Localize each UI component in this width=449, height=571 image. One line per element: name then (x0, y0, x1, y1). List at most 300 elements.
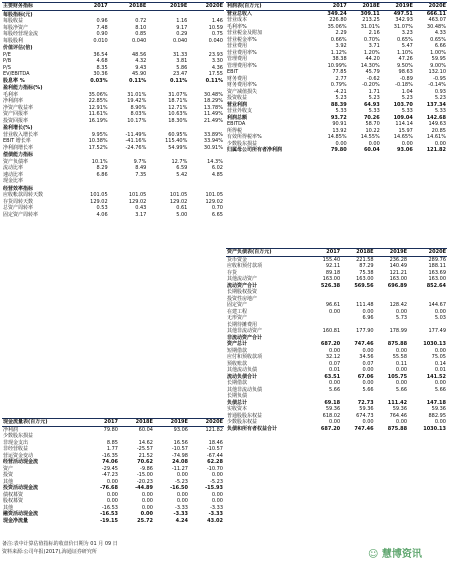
row-label: EBITDA (227, 121, 246, 127)
cell-value: 109.04 (393, 114, 413, 121)
cell-value: 5.33 (401, 108, 413, 114)
cell-value: 0.00 (140, 511, 153, 517)
cell-value: 1.46 (211, 18, 223, 24)
cell-value: 0.14 (434, 360, 446, 367)
cell-value: 129.02 (169, 198, 188, 205)
row-label: 营运资金变动 (3, 452, 34, 459)
cell-value: 31.01% (360, 23, 380, 30)
row-label: 短期借款 (227, 347, 248, 354)
cell-value: 8.10 (135, 24, 147, 31)
row-label: 融资活动现金流 (3, 511, 39, 517)
cell-value: 764.46 (389, 412, 408, 419)
cell-value: 3.92 (335, 43, 347, 49)
balance-sheet-table (226, 248, 447, 432)
cell-value: 31.07% (393, 23, 413, 30)
row-label: 货币资金 (227, 256, 248, 263)
row-label: 经营效率指标 (3, 185, 34, 192)
cell-value: 8.03% (130, 111, 147, 117)
cell-value: -16.50 (170, 485, 188, 491)
cell-value: 163.00 (428, 276, 446, 282)
cell-value: 1.20% (363, 49, 380, 56)
cell-value: 23.47 (173, 71, 188, 77)
cell-value: 0.70% (363, 36, 380, 43)
row-label: 归属母公司所有者净利润 (227, 147, 283, 153)
cell-value: 6.96 (362, 315, 374, 321)
row-label: EV/EBITDA (3, 71, 30, 77)
cell-value: 687.20 (320, 425, 341, 432)
cell-value: 1030.13 (423, 341, 446, 347)
cell-value: 163.00 (389, 276, 408, 282)
cell-value (147, 10, 188, 18)
cell-value: -3.33 (173, 511, 188, 517)
cell-value: 0.00 (434, 140, 446, 147)
cell-value: 0.040 (208, 37, 223, 44)
cell-value: 0.00 (395, 308, 408, 315)
cell-value: 0.00 (434, 419, 446, 425)
row-label: 债权募资 (3, 491, 24, 498)
cell-value: -76.68 (100, 485, 118, 491)
cell-value: 0.00 (329, 347, 341, 354)
cell-value: 4.85 (211, 171, 223, 178)
cell-value: 4.36 (211, 64, 223, 71)
row-label: 价值评估(倍) (3, 45, 33, 51)
cell-value: 0.93 (434, 88, 446, 95)
row-label: 存货周转天数 (3, 198, 34, 205)
cell-value: 31.01% (127, 91, 147, 98)
row-label: 所得税 (227, 127, 243, 134)
cell-value: 101.05 (128, 192, 147, 198)
row-label: 每股股利 (3, 37, 24, 44)
row-label: 营业利润 (227, 101, 248, 108)
cell-value: 32.12 (325, 354, 341, 360)
cell-value: 0.72 (135, 18, 147, 24)
cell-value: 64.93 (363, 101, 380, 108)
table-title: 资产负债表(百万元) (227, 249, 272, 255)
cell-value: 6.66 (434, 43, 446, 49)
column-header: 2020E (428, 3, 446, 9)
table-row (2, 151, 224, 159)
cell-value: 463.07 (428, 17, 446, 23)
row-label: EBIT 增长率 (3, 138, 31, 144)
cell-value: 0.85 (135, 31, 147, 37)
cell-value: 0.00 (106, 491, 118, 498)
row-label: 每股经营现金流 (3, 31, 39, 37)
cell-value: -0.20% (362, 82, 380, 88)
cell-value: 0.00 (362, 367, 374, 373)
cell-value: 101.05 (205, 192, 223, 198)
cell-value: 121.21 (389, 269, 408, 276)
cell-value: 5.23 (401, 95, 413, 101)
cell-value: 0.00 (329, 308, 341, 315)
table-row (2, 10, 224, 18)
row-label: 资产减值损失 (227, 88, 258, 95)
cell-value: -19.15 (100, 517, 118, 524)
cell-value: 5.33 (434, 108, 446, 114)
cell-value: -15.00 (136, 472, 153, 478)
cell-value: 618.02 (322, 412, 341, 419)
row-label: 有效所得税率% (227, 134, 262, 140)
cell-value: 0.65% (396, 36, 413, 43)
cell-value: 2.29 (335, 30, 347, 36)
cell-value: 31.33 (173, 51, 188, 58)
cell-value: 47.26 (398, 56, 413, 62)
cell-value: 1.12% (330, 49, 347, 56)
row-label: 少数股东权益 (227, 419, 258, 425)
cell-value: 8.85 (106, 439, 118, 446)
row-label: 资产负债率 (3, 158, 29, 165)
cell-value: 14.62 (138, 439, 153, 446)
row-label: 非经营收益 (3, 446, 29, 452)
cell-value: 1.04 (401, 88, 413, 95)
cell-value: 35.06% (327, 23, 347, 30)
table-row (2, 426, 224, 433)
cell-value: 17.52% (88, 144, 108, 151)
table-row (226, 256, 447, 263)
cell-value: 0.01 (329, 367, 341, 373)
cell-value: 35.06% (88, 91, 108, 98)
cell-value: 101.05 (169, 192, 188, 198)
row-label: 长期股权投资 (227, 289, 258, 295)
cell-value: 5.86 (176, 64, 188, 71)
cell-value: 11.61% (88, 111, 108, 117)
cell-value: 59.36 (325, 406, 341, 412)
row-label: 普通股股东权益 (227, 412, 263, 419)
cell-value: 141.52 (426, 373, 446, 380)
table-title: 主要财务指标 (3, 3, 34, 9)
cell-value: 43.02 (207, 517, 223, 524)
row-label: EBIT (227, 69, 239, 75)
cell-value: 129.02 (205, 198, 223, 205)
cell-value: 0.00 (368, 140, 380, 147)
cell-value: 0.03% (90, 77, 108, 84)
table-row (2, 185, 224, 193)
row-label: 在建工程 (227, 308, 248, 315)
main-financial-indicators-table (2, 2, 224, 218)
cell-value: 93.72 (330, 114, 347, 121)
cell-value (188, 10, 224, 18)
cell-value: 0.00 (395, 380, 408, 386)
cell-value: 12.71% (168, 104, 188, 111)
row-label: 长期待摊费用 (227, 321, 258, 328)
cell-value: 14.30% (360, 62, 380, 69)
cell-value: 9.17 (176, 24, 188, 31)
cell-value: 38.38 (332, 56, 347, 62)
cell-value: -15.93 (205, 485, 223, 491)
cell-value: 0.00 (211, 472, 223, 478)
row-label: P/E (3, 51, 11, 58)
cell-value: 36.54 (93, 51, 108, 58)
cell-value: 6.59 (176, 165, 188, 171)
cash-flow-statement (2, 418, 224, 524)
cell-value: 0.90 (96, 31, 108, 37)
row-label: 实收资本 (227, 406, 248, 412)
cell-value: 1.71 (368, 88, 380, 95)
column-header: 2018E (356, 249, 374, 255)
row-label: 其他非流动负债 (227, 386, 263, 393)
cell-value: 178.99 (389, 328, 408, 334)
row-label: 财务费用率% (227, 82, 257, 88)
cell-value: 4.06 (96, 211, 108, 218)
cell-value: 213.25 (362, 17, 380, 23)
cell-value: 62.28 (207, 459, 223, 465)
row-label: 流动比率 (3, 165, 24, 171)
row-label: 毛利率 (3, 91, 19, 98)
cell-value: 160.81 (322, 328, 341, 334)
row-label: 预收账款 (227, 360, 248, 367)
cell-value: 289.76 (428, 256, 446, 263)
cell-value: 10.22 (365, 127, 380, 134)
cell-value: -4.21 (333, 88, 347, 95)
cell-value: 221.58 (356, 256, 374, 263)
row-label: 固定资产周转率 (3, 211, 39, 218)
table-row (226, 426, 447, 433)
row-label: 营业税金及附加 (227, 30, 263, 36)
cell-value: -20.23 (136, 478, 153, 485)
column-header: 2017 (326, 249, 341, 255)
cell-value: 0.00 (434, 380, 446, 386)
cell-value: 70.62 (137, 459, 153, 465)
cell-value: 163.00 (356, 276, 374, 282)
cell-value: 1.10% (396, 49, 413, 56)
cell-value: -47.23 (101, 472, 118, 478)
row-label: 现金比率 (3, 178, 24, 184)
cell-value: 72.73 (357, 399, 374, 406)
row-label: 流动资产合计 (227, 282, 258, 289)
cell-value: 569.56 (354, 282, 374, 289)
cell-value: 44.20 (365, 56, 380, 62)
cell-value: 18.30% (168, 117, 188, 124)
cell-value: 105.75 (387, 373, 408, 380)
cell-value: 2.16 (368, 30, 380, 36)
cell-value: 55.58 (392, 354, 408, 360)
cell-value (109, 44, 148, 52)
cell-value: 3.17 (135, 211, 147, 218)
cell-value: 70.26 (363, 114, 380, 121)
table-header-row (2, 419, 224, 427)
cell-value: -5.23 (175, 478, 188, 485)
cell-value: 90.91 (332, 121, 347, 127)
row-label: 财务费用 (227, 75, 248, 82)
cell-value: 0.00 (395, 347, 408, 354)
cell-value: -24.76% (125, 144, 147, 151)
cell-value: 8.90% (130, 104, 147, 111)
cell-value (147, 124, 188, 132)
cell-value: 0.07 (362, 360, 374, 367)
row-label: 股息率 % (3, 77, 25, 84)
cell-value: 129.02 (90, 198, 108, 205)
row-label: 投资回报率 (3, 117, 29, 124)
cell-value: 16.56 (173, 439, 188, 446)
cell-value: 0.00 (434, 347, 446, 354)
cell-value: 0.65% (430, 36, 446, 43)
footer (2, 540, 118, 556)
row-label: 营业收入增长率 (3, 131, 39, 138)
cell-value: 5.66 (434, 386, 446, 393)
row-label: 存货 (227, 269, 238, 276)
cell-value (147, 185, 188, 193)
cell-value: 5.66 (329, 386, 341, 393)
column-header: 2020E (205, 419, 223, 425)
cell-value: -41.16% (125, 138, 147, 144)
cell-value: -25.57 (136, 446, 153, 452)
cell-value: 0.00 (395, 419, 408, 425)
row-label: 长期借款 (227, 380, 248, 386)
cell-value: 4.32 (135, 58, 147, 64)
cell-value: 1.77 (106, 446, 118, 452)
row-label: 少数股东损益 (3, 433, 34, 439)
cell-value: 132.10 (428, 69, 446, 75)
cell-value: 88.39 (330, 101, 347, 108)
cell-value: 882.95 (428, 412, 446, 419)
cell-value: 0.010 (93, 37, 108, 44)
cell-value: 9.7% (133, 158, 147, 165)
cell-value: -74.98 (171, 452, 188, 459)
cell-value: 59.36 (431, 406, 446, 412)
cell-value: 10.59 (208, 24, 223, 31)
cell-value: -11.49% (125, 131, 147, 138)
cell-value: 5.47 (401, 43, 413, 49)
cell-value: 0.61 (176, 205, 188, 211)
cell-value: 48.56 (132, 51, 147, 58)
watermark: ☺ 慧博资讯 (368, 549, 422, 560)
cell-value: 0.00 (329, 380, 341, 386)
cell-value: 9.00% (430, 62, 446, 69)
row-label: 营业税金率% (227, 36, 257, 43)
cell-value: 9.50% (396, 62, 413, 69)
row-label: 应收帐款周转天数 (3, 192, 44, 198)
cell-value: 12.7% (171, 158, 188, 165)
cell-value: -0.89 (399, 75, 413, 82)
cell-value: 149.63 (428, 121, 446, 127)
cell-value: 17.55 (208, 71, 223, 77)
cell-value: 0.11 (395, 360, 408, 367)
row-label: 净资产收益率 (3, 104, 34, 111)
cell-value: 6.65 (211, 211, 223, 218)
cell-value: 11.49% (203, 111, 223, 117)
cell-value: 103.70 (393, 101, 413, 108)
cell-value: -3.33 (210, 504, 223, 511)
cell-value: 10.63% (168, 111, 188, 117)
cell-value: 30.36 (93, 71, 108, 77)
cell-value: 497.51 (393, 10, 413, 17)
column-header: 2019E (395, 3, 413, 9)
cell-value: 7.48 (96, 24, 108, 31)
cell-value: 59.95 (431, 56, 446, 62)
cell-value: 0.00 (211, 498, 223, 504)
column-header: 2019E (169, 3, 188, 9)
cell-value: 21.52 (138, 452, 153, 459)
cell-value: 24.08 (172, 459, 188, 465)
cell-value: 128.42 (389, 302, 408, 308)
column-header: 2019E (170, 419, 188, 425)
cell-value: 14.61% (426, 134, 446, 140)
row-label: 投资性房地产 (227, 295, 258, 302)
cell-value: 0.00 (211, 491, 223, 498)
row-label: 无形资产 (227, 315, 248, 321)
cell-value: 1030.13 (423, 425, 446, 432)
cell-value: 6.02 (211, 165, 223, 171)
row-label: 每股净资产 (3, 24, 29, 31)
table-row (2, 518, 224, 525)
cell-value: 0.00 (329, 419, 341, 425)
cell-value (109, 10, 148, 18)
cell-value: -9.86 (140, 465, 153, 472)
cell-value: 121.82 (426, 147, 446, 153)
column-header: 2018E (128, 3, 147, 9)
cell-value: 115.40% (165, 138, 188, 144)
cell-value: 0.07 (329, 360, 341, 367)
row-label: 非现金支出 (3, 439, 29, 446)
row-label: 应付和预收款项 (227, 354, 263, 360)
cell-value (147, 44, 188, 52)
cell-value: 5.33 (335, 108, 347, 114)
cell-value: -0.62 (366, 75, 380, 82)
cell-value (188, 84, 224, 92)
cell-value: 147.18 (426, 399, 446, 406)
cell-value: -3.33 (208, 511, 223, 517)
cell-value: 129.02 (128, 198, 147, 205)
income-statement-table (226, 2, 447, 154)
cell-value: 747.46 (354, 341, 374, 347)
cell-value: 45.79 (365, 69, 380, 75)
column-header: 2018E (135, 419, 153, 425)
cell-value: 67.06 (357, 373, 374, 380)
cell-value: 0.11% (205, 77, 223, 84)
row-label: 非流动资产合计 (227, 334, 263, 341)
row-label: 长期负债 (227, 393, 248, 399)
cell-value: 75.38 (359, 269, 374, 276)
cell-value: 33.94% (203, 138, 223, 144)
cell-value: 59.36 (392, 406, 408, 412)
cell-value: 0.79% (330, 82, 347, 88)
cell-value: 18.29% (203, 98, 223, 104)
cell-value: 10.99% (327, 62, 347, 69)
cell-value: 0.00 (362, 347, 374, 354)
cell-value: 13.78% (203, 104, 223, 111)
cell-value: 8.29 (96, 165, 108, 171)
row-label: 净利润 (3, 426, 19, 433)
column-header: 2018E (362, 3, 380, 9)
row-label: 营业费用 (227, 43, 248, 49)
cell-value: 98.63 (398, 69, 413, 75)
cell-value: 0.70 (211, 205, 223, 211)
cell-value: 349.24 (327, 10, 347, 17)
cell-value: 69.18 (324, 399, 341, 406)
table-row (226, 10, 447, 17)
table-row (2, 212, 224, 219)
cell-value: -0.18% (395, 82, 413, 88)
cell-value: 0.29 (176, 31, 188, 37)
cell-value: -16.53 (101, 504, 118, 511)
cell-value: 0.11% (128, 77, 147, 84)
cell-value: 10.17% (127, 117, 147, 124)
cell-value: 140.49 (389, 263, 408, 269)
footer-source: 资料来源:公司年报(2017),海通证券研究所 (2, 549, 97, 555)
cell-value: 8.35 (96, 64, 108, 71)
column-header: 2017 (332, 3, 347, 9)
cell-value: 111.42 (387, 399, 408, 406)
cell-value: 20.85 (431, 127, 446, 134)
cell-value: 87.29 (359, 263, 374, 269)
cell-value: -3.33 (175, 504, 188, 511)
cell-value: 63.51 (324, 373, 341, 380)
cell-value: 18.46 (208, 439, 223, 446)
cell-value: 31.07% (168, 91, 188, 98)
cell-value: 14.85% (327, 134, 347, 140)
cell-value (188, 44, 224, 52)
cell-value: 875.88 (387, 341, 408, 347)
cell-value: 14.3% (207, 158, 223, 165)
